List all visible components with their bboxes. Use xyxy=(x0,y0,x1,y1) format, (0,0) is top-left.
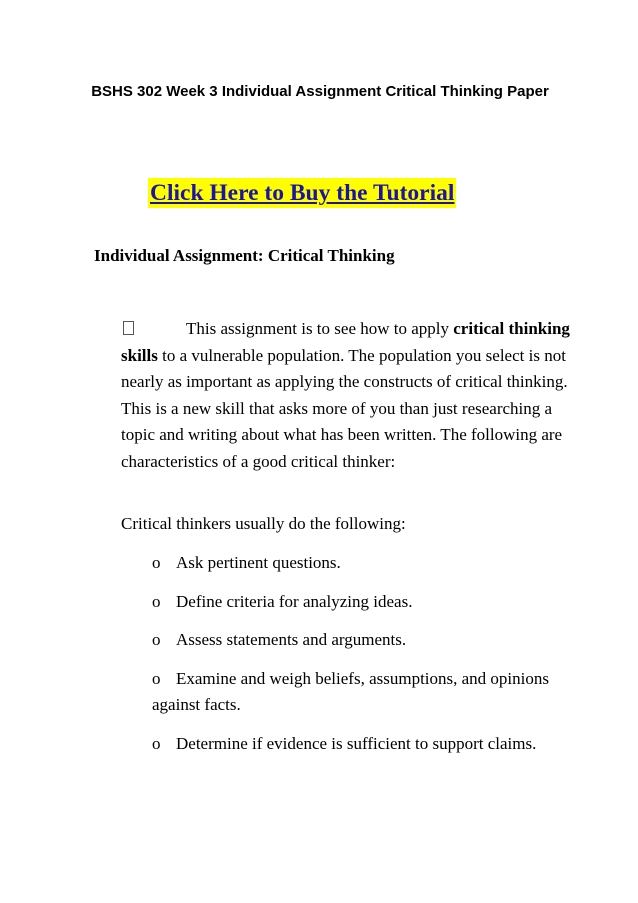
list-marker: o xyxy=(152,733,161,753)
section-heading: Individual Assignment: Critical Thinking xyxy=(94,246,395,265)
list-marker: o xyxy=(152,668,161,688)
list-item-text: Examine and weigh beliefs, assumptions, and opinions against facts. xyxy=(152,668,549,714)
intro-paragraph xyxy=(121,316,571,475)
intro-text-end: to a vulnerable population. The population you select is not nearly as important as applying the constructs of critical thinking. This is a new skill that asks more of you than just researching a topic and writing about what has been written. The following are characteristics of a good critical thinker: xyxy=(121,345,568,471)
intro-text-start: This assignment is to see how to apply xyxy=(186,319,454,338)
list-item xyxy=(152,666,562,719)
list-item xyxy=(152,627,562,654)
list-marker: o xyxy=(152,553,161,572)
list-item-text: Ask pertinent questions. xyxy=(176,553,341,572)
list-item xyxy=(152,731,562,758)
document-title: BSHS 302 Week 3 Individual Assignment Critical Thinking Paper xyxy=(91,83,549,100)
list-item-text: Assess statements and arguments. xyxy=(176,630,407,649)
list-marker: o xyxy=(152,630,161,649)
characteristics-list xyxy=(152,550,562,769)
intro-bold-phrase: critical thinking skills xyxy=(121,319,570,365)
list-item xyxy=(152,589,562,616)
list-marker: o xyxy=(152,591,161,611)
list-item-text: Determine if evidence is sufficient to support claims. xyxy=(176,733,537,753)
list-item xyxy=(152,550,562,577)
list-item-text: Define criteria for analyzing ideas. xyxy=(176,591,413,611)
list-lead-in: Critical thinkers usually do the following: xyxy=(121,514,406,533)
missing-glyph-bullet-icon xyxy=(123,321,134,335)
buy-tutorial-link[interactable]: Click Here to Buy the Tutorial xyxy=(150,180,455,206)
